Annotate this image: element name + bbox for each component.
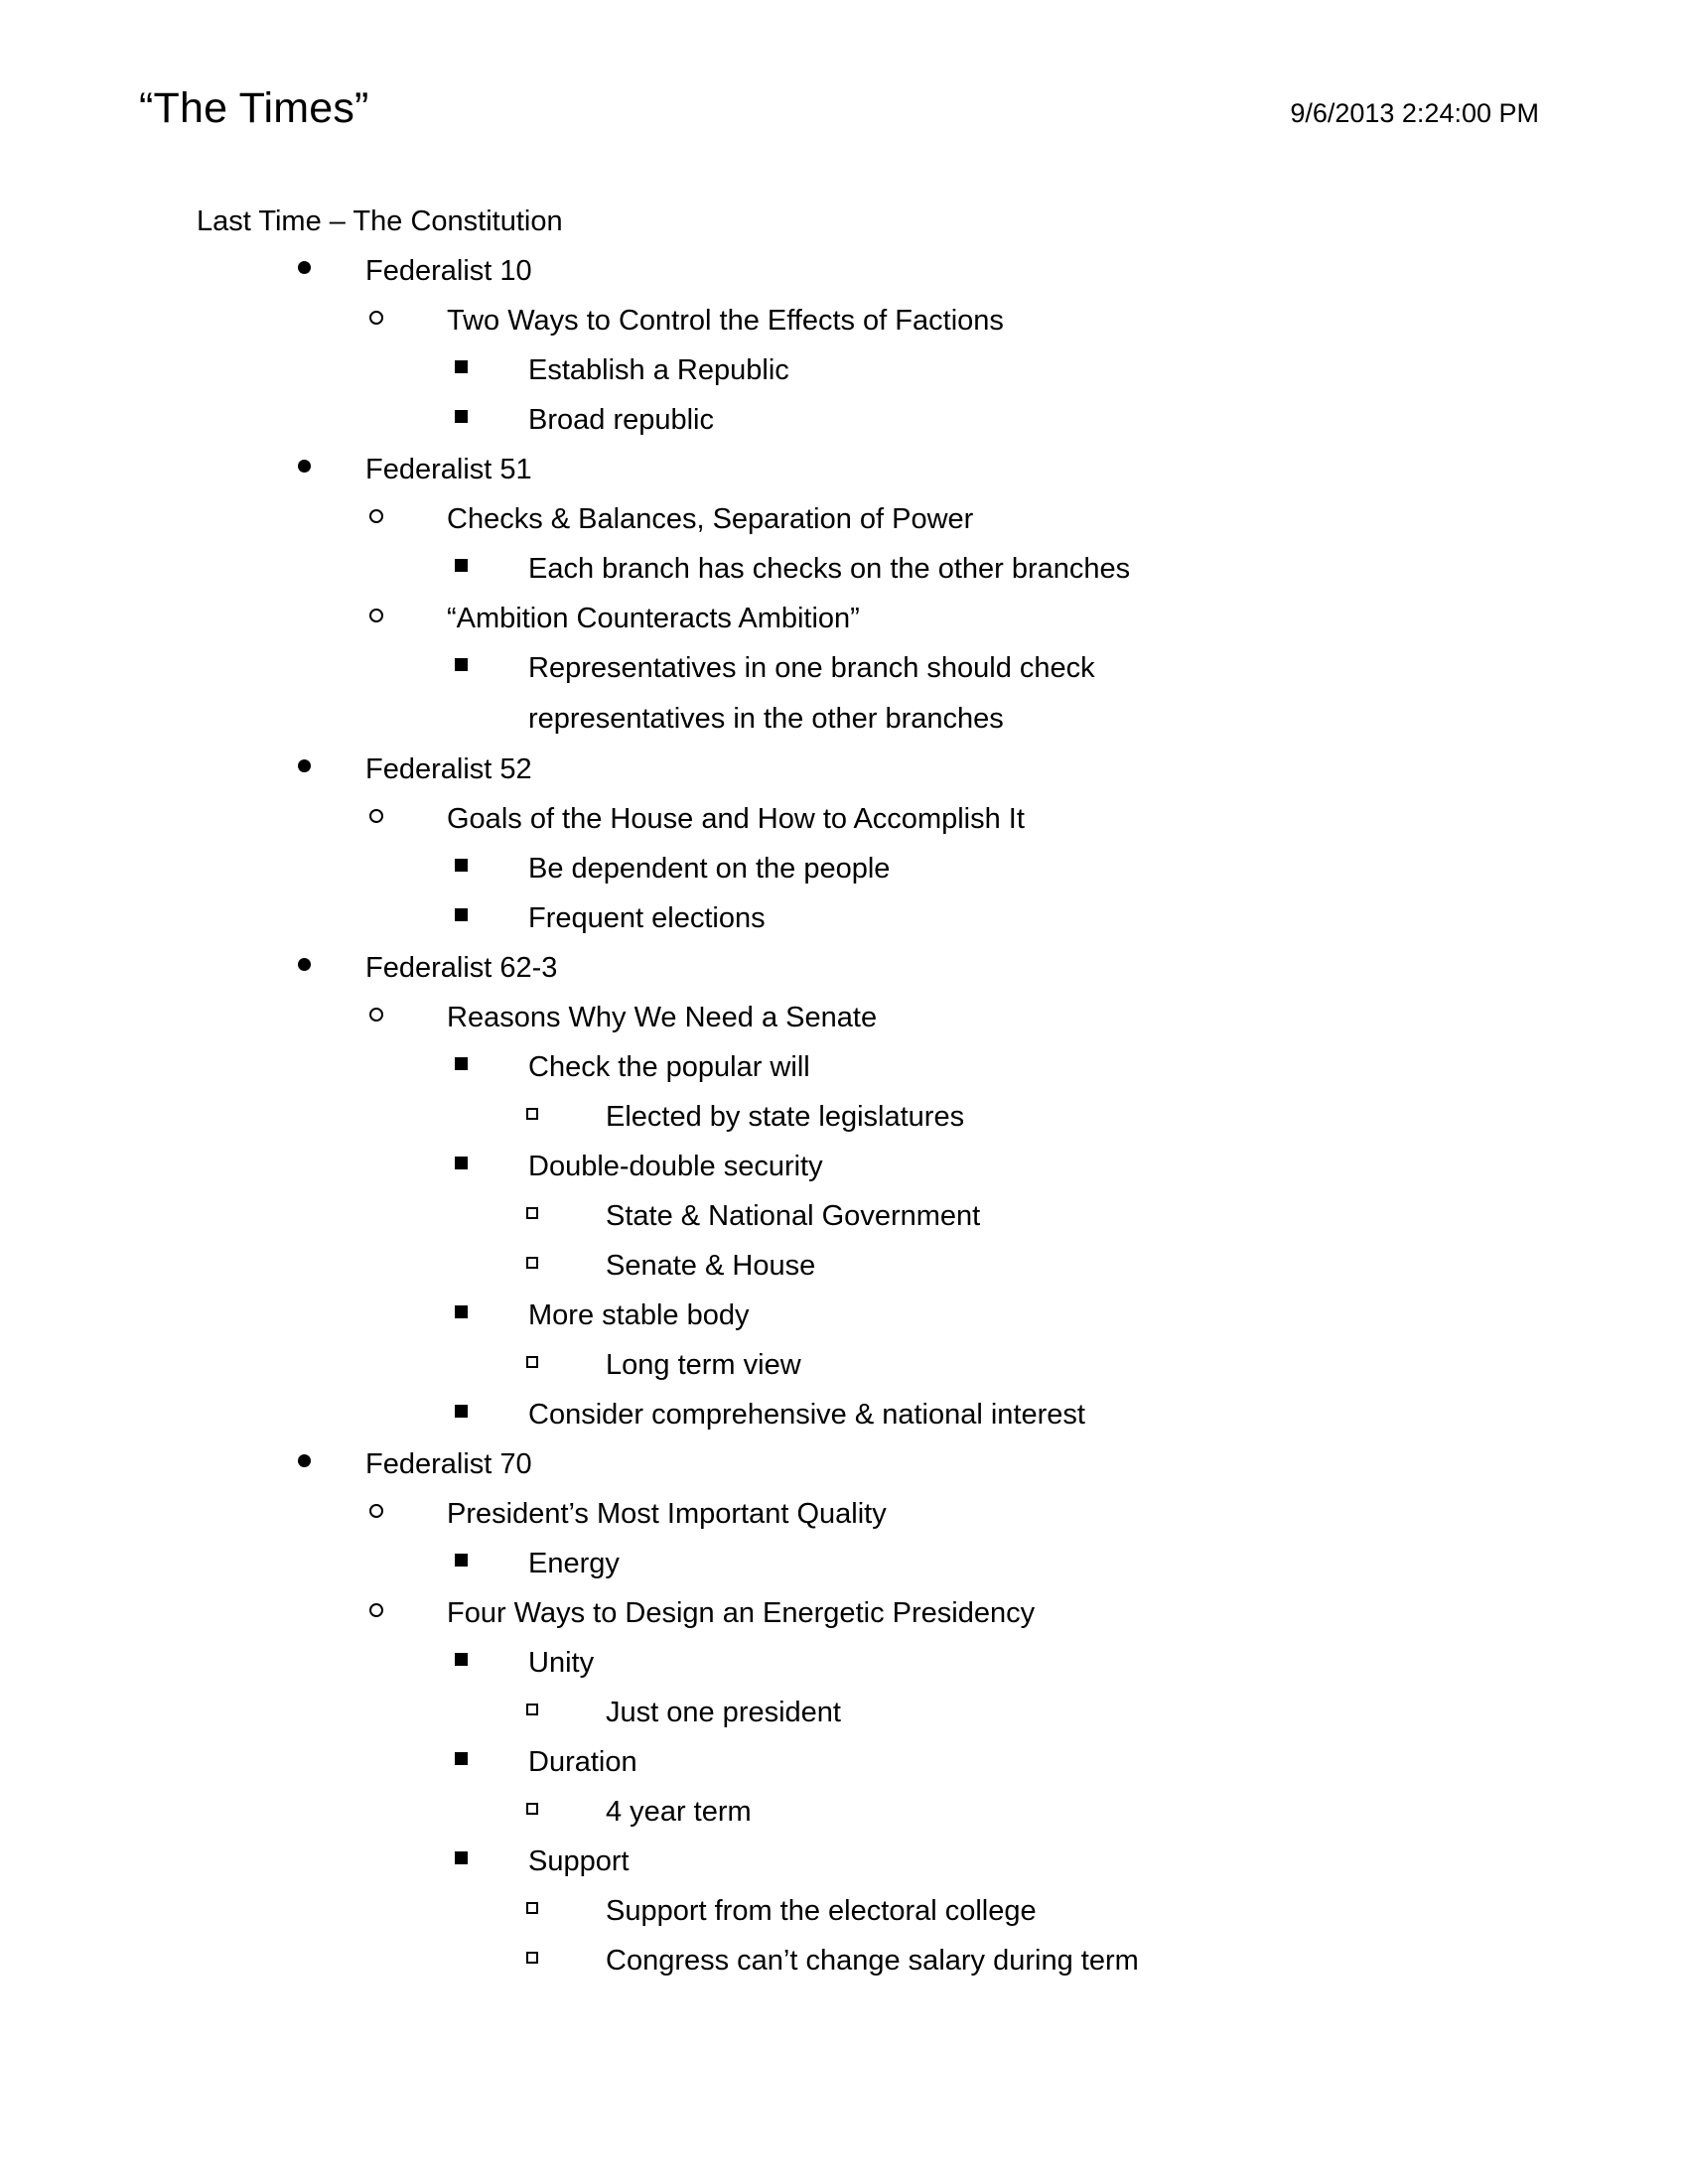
outline-item-text: 4 year term (606, 1796, 752, 1828)
filled-disc-bullet-icon-glyph (298, 261, 311, 274)
filled-square-bullet-icon (455, 1837, 528, 1886)
outline-item-level-3 (455, 893, 1559, 943)
filled-square-bullet-icon-glyph (455, 1405, 468, 1418)
outline-item-level-1 (298, 745, 1559, 794)
outline-item-text: Each branch has checks on the other branches (528, 553, 1131, 585)
outline-item-level-3 (455, 643, 1559, 693)
outline-item-text: Duration (528, 1746, 637, 1778)
outline-item-text: Federalist 51 (365, 454, 532, 485)
filled-disc-bullet-icon-glyph (298, 759, 311, 772)
filled-square-bullet-icon (455, 1539, 528, 1588)
outline-list (139, 197, 1559, 1985)
filled-square-bullet-icon-glyph (455, 410, 468, 423)
outline-item-text: Be dependent on the people (528, 853, 891, 885)
hollow-circle-bullet-icon (369, 993, 447, 1042)
outline-item-level-2 (369, 594, 1559, 643)
hollow-circle-bullet-icon (369, 296, 447, 345)
outline-item-text: Federalist 10 (365, 255, 532, 287)
outline-item-text: Last Time – The Constitution (197, 205, 563, 237)
outline-item-level-0 (197, 197, 1559, 246)
hollow-circle-bullet-icon (369, 1588, 447, 1638)
outline-item-level-4 (526, 1241, 1559, 1291)
hollow-square-bullet-icon-glyph (526, 1902, 538, 1914)
outline-item-level-3 (455, 544, 1559, 594)
hollow-square-bullet-icon-glyph (526, 1803, 538, 1815)
outline-item-text: Consider comprehensive & national interest (528, 1399, 1085, 1431)
hollow-square-bullet-icon-glyph (526, 1952, 538, 1964)
outline-item-text: Four Ways to Design an Energetic Presidency (447, 1597, 1036, 1629)
page-title: “The Times” (139, 84, 369, 132)
filled-square-bullet-icon (455, 1291, 528, 1340)
hollow-circle-bullet-icon-glyph (369, 1504, 383, 1518)
outline-item-text: Unity (528, 1647, 595, 1679)
outline-item-level-2 (369, 1588, 1559, 1638)
filled-disc-bullet-icon (298, 745, 365, 794)
outline-item-text: Long term view (606, 1349, 801, 1381)
filled-disc-bullet-icon (298, 246, 365, 296)
filled-disc-bullet-icon-glyph (298, 1454, 311, 1467)
filled-square-bullet-icon-glyph (455, 1752, 468, 1765)
filled-square-bullet-icon (455, 643, 528, 693)
outline-item-text: Support (528, 1845, 630, 1877)
filled-square-bullet-icon-glyph (455, 1057, 468, 1070)
filled-square-bullet-icon-glyph (455, 1157, 468, 1169)
hollow-circle-bullet-icon-glyph (369, 311, 383, 325)
outline-item-level-2 (369, 993, 1559, 1042)
outline-item-text: Double-double security (528, 1151, 823, 1182)
hollow-square-bullet-icon-glyph (526, 1356, 538, 1368)
outline-item-text: “Ambition Counteracts Ambition” (447, 603, 860, 634)
hollow-square-bullet-icon (526, 1936, 606, 1985)
filled-square-bullet-icon-glyph (455, 1851, 468, 1864)
hollow-square-bullet-icon (526, 1092, 606, 1142)
hollow-square-bullet-icon (526, 1688, 606, 1737)
outline-item-level-2 (369, 296, 1559, 345)
outline-item-level-3 (455, 1539, 1559, 1588)
outline-item-level-4 (526, 1688, 1559, 1737)
outline-item-text: Establish a Republic (528, 354, 789, 386)
outline-item-text: Federalist 70 (365, 1448, 532, 1480)
outline-item-level-4 (526, 1787, 1559, 1837)
filled-square-bullet-icon-glyph (455, 360, 468, 373)
outline-item-level-3 (455, 1291, 1559, 1340)
outline-item-level-3 (455, 1390, 1559, 1439)
hollow-circle-bullet-icon-glyph (369, 1008, 383, 1022)
outline-item-text: Reasons Why We Need a Senate (447, 1002, 878, 1033)
filled-disc-bullet-icon-glyph (298, 958, 311, 971)
hollow-square-bullet-icon (526, 1241, 606, 1291)
filled-square-bullet-icon (455, 1042, 528, 1092)
hollow-circle-bullet-icon (369, 1489, 447, 1539)
outline-item-text: Checks & Balances, Separation of Power (447, 503, 974, 535)
filled-square-bullet-icon (455, 1142, 528, 1191)
hollow-square-bullet-icon-glyph (526, 1704, 538, 1715)
outline-item-text: Senate & House (606, 1250, 816, 1282)
filled-square-bullet-icon-glyph (455, 1554, 468, 1567)
outline-item-level-4 (526, 1936, 1559, 1985)
outline-item-level-4 (526, 1092, 1559, 1142)
filled-square-bullet-icon (455, 844, 528, 893)
filled-square-bullet-icon (455, 1390, 528, 1439)
outline-item-level-3 (455, 1142, 1559, 1191)
outline-item-text: Broad republic (528, 404, 714, 436)
filled-disc-bullet-icon (298, 445, 365, 494)
outline-item-level-3 (455, 1737, 1559, 1787)
outline-item-text: President’s Most Important Quality (447, 1498, 887, 1530)
outline-item-text: Goals of the House and How to Accomplish It (447, 803, 1025, 835)
outline-item-level-1 (298, 246, 1559, 296)
outline-item-level-3 (455, 345, 1559, 395)
outline-item-text: Elected by state legislatures (606, 1101, 965, 1133)
outline-item-text: Just one president (606, 1697, 841, 1728)
outline-item-text: Federalist 62-3 (365, 952, 558, 984)
hollow-square-bullet-icon-glyph (526, 1108, 538, 1120)
outline-item-level-1 (298, 1439, 1559, 1489)
hollow-circle-bullet-icon (369, 494, 447, 544)
outline-item-level-3 (455, 1638, 1559, 1688)
outline-item-text: Support from the electoral college (606, 1895, 1037, 1927)
outline-item-text: Federalist 52 (365, 753, 532, 785)
outline-item-level-2 (369, 494, 1559, 544)
outline-item-text: representatives in the other branches (528, 703, 1004, 735)
outline-item-level-3 (455, 844, 1559, 893)
outline-item-text: Representatives in one branch should check (528, 652, 1095, 684)
page-header (139, 84, 1549, 147)
hollow-circle-bullet-icon-glyph (369, 609, 383, 622)
outline-item-continuation (455, 693, 1559, 745)
filled-square-bullet-icon-glyph (455, 908, 468, 921)
outline-item-level-4 (526, 1191, 1559, 1241)
outline-item-text: Check the popular will (528, 1051, 810, 1083)
filled-disc-bullet-icon (298, 1439, 365, 1489)
outline-item-level-2 (369, 1489, 1559, 1539)
hollow-circle-bullet-icon-glyph (369, 809, 383, 823)
hollow-square-bullet-icon (526, 1787, 606, 1837)
filled-square-bullet-icon (455, 1638, 528, 1688)
filled-square-bullet-icon-glyph (455, 859, 468, 872)
filled-square-bullet-icon-glyph (455, 1305, 468, 1318)
outline-item-level-3 (455, 395, 1559, 445)
hollow-circle-bullet-icon-glyph (369, 1603, 383, 1617)
hollow-circle-bullet-icon (369, 794, 447, 844)
outline-item-level-3 (455, 1837, 1559, 1886)
outline-item-text: Congress can’t change salary during term (606, 1945, 1139, 1977)
outline-item-level-2 (369, 794, 1559, 844)
outline-item-text: Energy (528, 1548, 620, 1579)
outline-item-text: More stable body (528, 1299, 750, 1331)
filled-square-bullet-icon (455, 1737, 528, 1787)
outline-item-level-1 (298, 943, 1559, 993)
filled-square-bullet-icon (455, 395, 528, 445)
hollow-square-bullet-icon (526, 1191, 606, 1241)
hollow-square-bullet-icon (526, 1340, 606, 1390)
hollow-circle-bullet-icon-glyph (369, 509, 383, 523)
hollow-square-bullet-icon (526, 1886, 606, 1936)
outline-item-text: Two Ways to Control the Effects of Factions (447, 305, 1004, 337)
filled-disc-bullet-icon-glyph (298, 460, 311, 473)
filled-square-bullet-icon (455, 544, 528, 594)
outline-item-text: State & National Government (606, 1200, 981, 1232)
document-timestamp: 9/6/2013 2:24:00 PM (1290, 98, 1539, 128)
outline-item-text: Frequent elections (528, 902, 766, 934)
outline-item-level-3 (455, 1042, 1559, 1092)
filled-square-bullet-icon (455, 345, 528, 395)
hollow-square-bullet-icon-glyph (526, 1257, 538, 1269)
filled-disc-bullet-icon (298, 943, 365, 993)
hollow-square-bullet-icon-glyph (526, 1207, 538, 1219)
outline-item-level-4 (526, 1886, 1559, 1936)
filled-square-bullet-icon-glyph (455, 559, 468, 572)
filled-square-bullet-icon-glyph (455, 1653, 468, 1666)
hollow-circle-bullet-icon (369, 594, 447, 643)
filled-square-bullet-icon (455, 893, 528, 943)
outline-item-level-1 (298, 445, 1559, 494)
filled-square-bullet-icon-glyph (455, 658, 468, 671)
outline-item-level-4 (526, 1340, 1559, 1390)
